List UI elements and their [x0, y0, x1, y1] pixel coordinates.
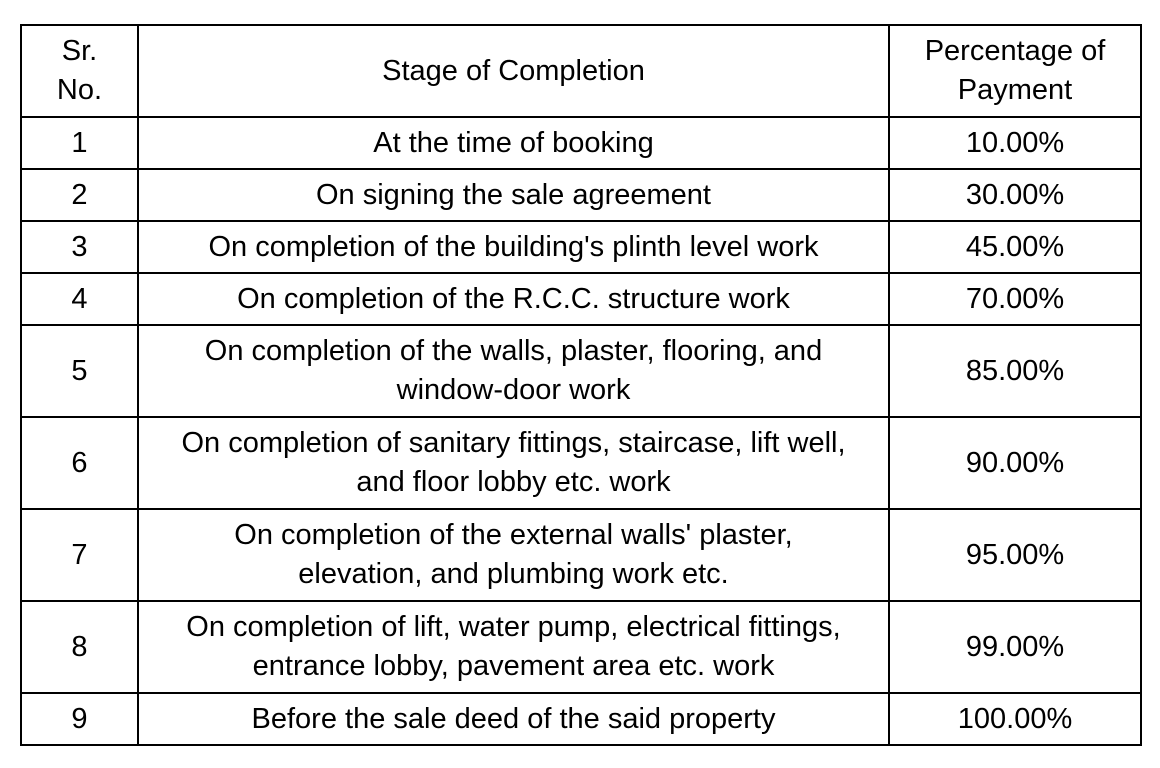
sr-no-cell: 9: [21, 693, 138, 745]
percentage-cell: 30.00%: [889, 169, 1141, 221]
percentage-cell: 10.00%: [889, 117, 1141, 169]
stage-cell: On signing the sale agreement: [138, 169, 889, 221]
sr-no-cell: 7: [21, 509, 138, 601]
table-row: [21, 417, 1141, 509]
table-row: [21, 693, 1141, 745]
stage-cell: On completion of the R.C.C. structure work: [138, 273, 889, 325]
percentage-cell: 95.00%: [889, 509, 1141, 601]
table-row: [21, 325, 1141, 417]
header-percentage: Percentage of Payment: [889, 25, 1141, 117]
percentage-cell: 85.00%: [889, 325, 1141, 417]
table-row: [21, 169, 1141, 221]
percentage-cell: 90.00%: [889, 417, 1141, 509]
sr-no-cell: 4: [21, 273, 138, 325]
stage-cell: On completion of the walls, plaster, flooring, and window-door work: [138, 325, 889, 417]
stage-cell: On completion of the building's plinth level work: [138, 221, 889, 273]
header-stage: Stage of Completion: [138, 25, 889, 117]
sr-no-cell: 2: [21, 169, 138, 221]
sr-no-cell: 6: [21, 417, 138, 509]
stage-cell: At the time of booking: [138, 117, 889, 169]
sr-no-cell: 5: [21, 325, 138, 417]
percentage-cell: 100.00%: [889, 693, 1141, 745]
stage-cell: On completion of lift, water pump, electrical fittings, entrance lobby, pavement area etc. work: [138, 601, 889, 693]
table-row: [21, 509, 1141, 601]
percentage-cell: 45.00%: [889, 221, 1141, 273]
table-row: [21, 221, 1141, 273]
sr-no-cell: 8: [21, 601, 138, 693]
stage-cell: On completion of sanitary fittings, staircase, lift well, and floor lobby etc. work: [138, 417, 889, 509]
stage-cell: Before the sale deed of the said property: [138, 693, 889, 745]
sr-no-cell: 1: [21, 117, 138, 169]
table-row: [21, 117, 1141, 169]
table-header-row: [21, 25, 1141, 117]
table-row: [21, 273, 1141, 325]
stage-cell: On completion of the external walls' plaster, elevation, and plumbing work etc.: [138, 509, 889, 601]
table-row: [21, 601, 1141, 693]
header-sr-no: Sr. No.: [21, 25, 138, 117]
percentage-cell: 70.00%: [889, 273, 1141, 325]
percentage-cell: 99.00%: [889, 601, 1141, 693]
sr-no-cell: 3: [21, 221, 138, 273]
payment-schedule-table: [20, 24, 1142, 746]
